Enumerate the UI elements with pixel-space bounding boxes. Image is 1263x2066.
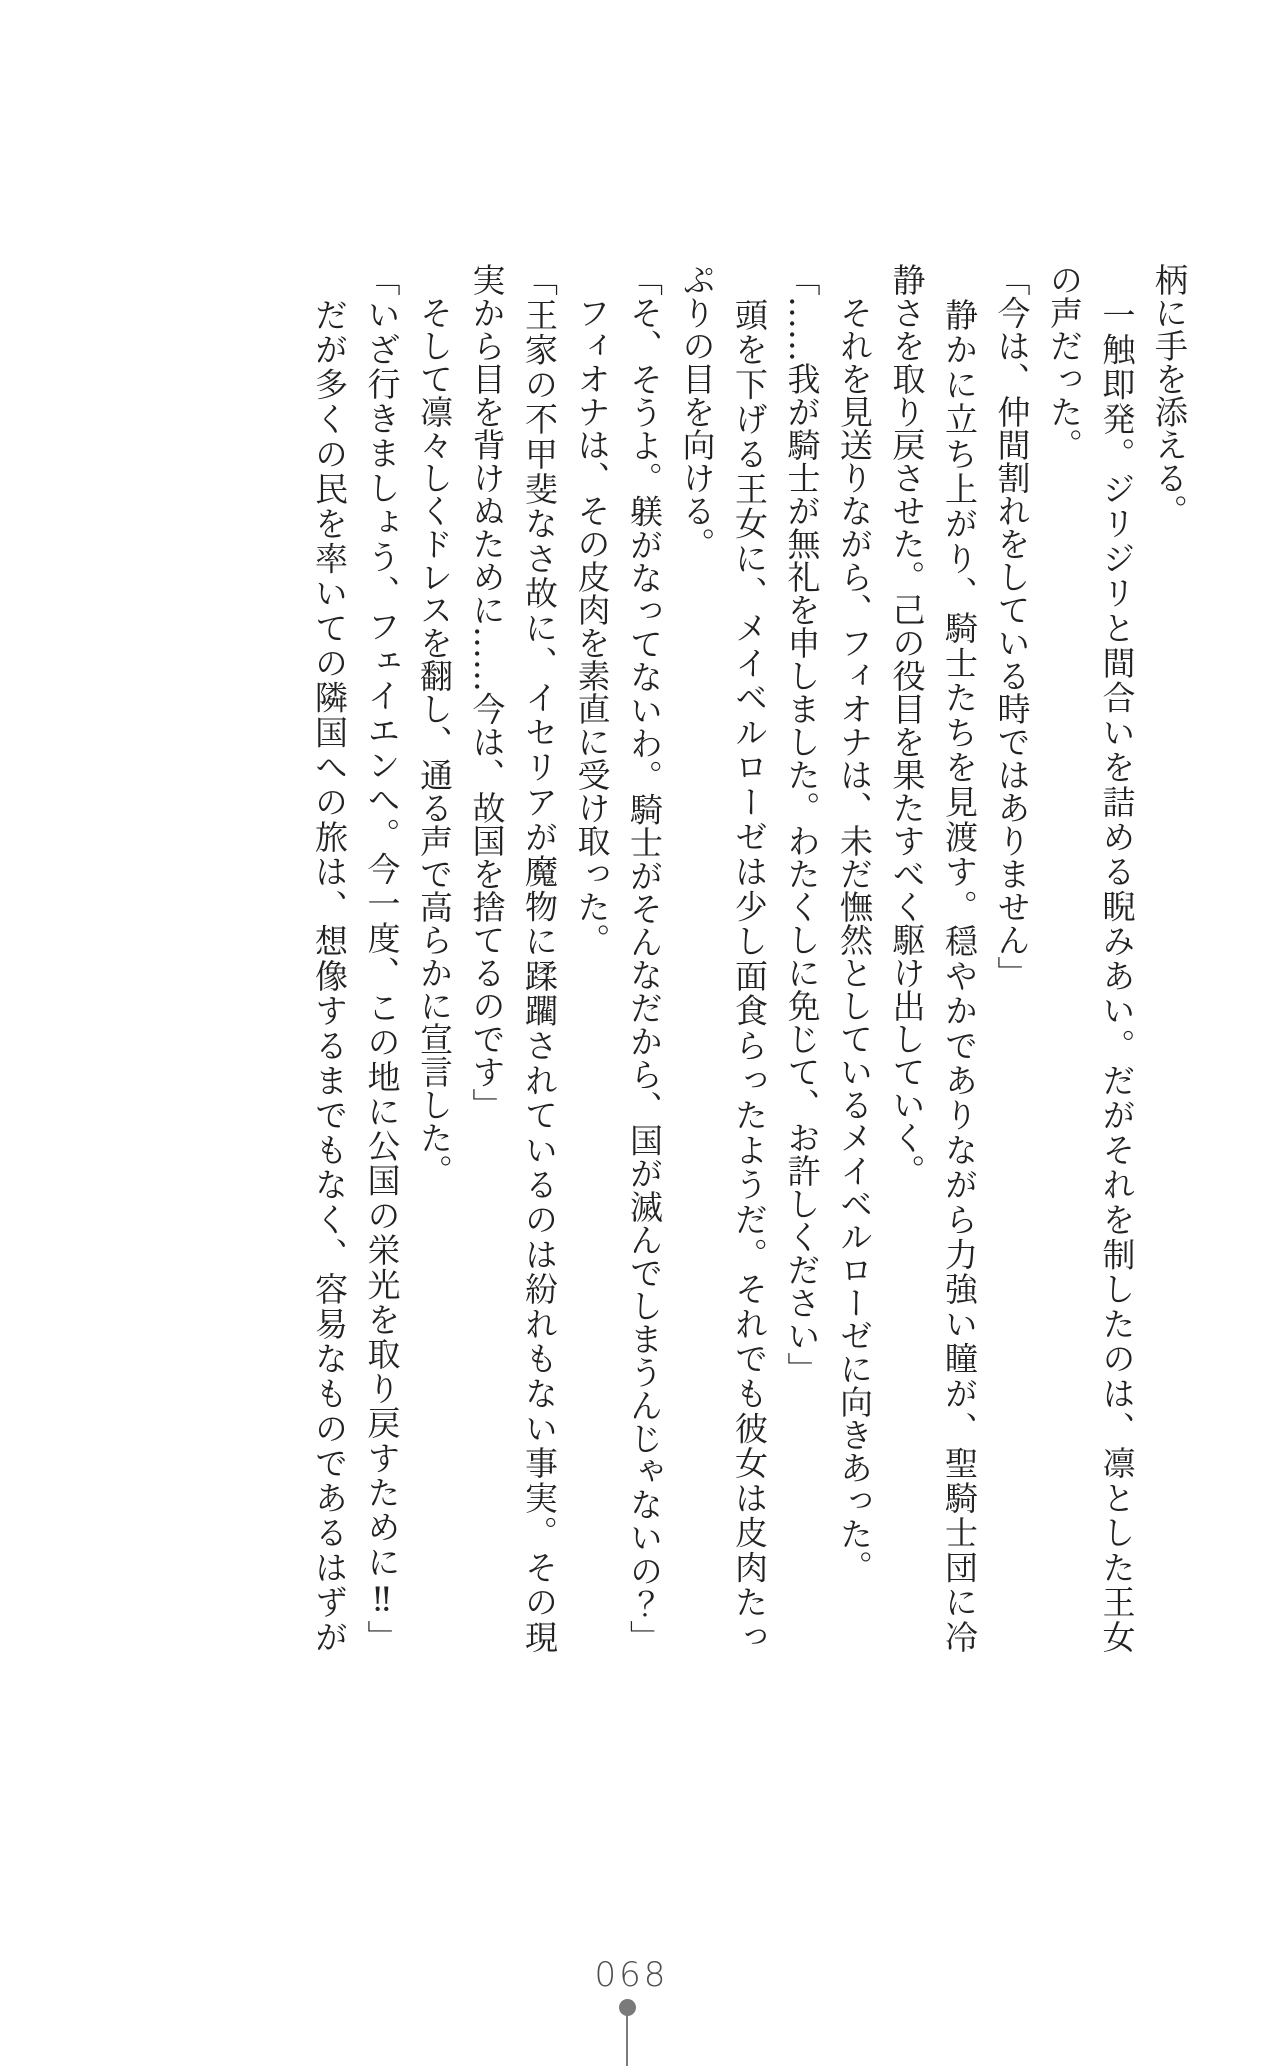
text-line-12: フィオナは、その皮肉を素直に受け取った。 xyxy=(572,263,612,956)
text-line-16: 「いざ行きましょう、フェイエンへ。今一度、この地に公国の栄光を取り戻すために‼」 xyxy=(362,263,402,1653)
footer-vertical-line xyxy=(626,2013,628,2066)
text-line-8: 「……我が騎士が無礼を申しました。わたくしに免じて、お許しください」 xyxy=(782,263,822,1385)
text-line-1: 柄に手を添える。 xyxy=(1150,263,1189,527)
text-line-2: 一触即発。ジリジリと間合いを詰める睨みあい。だがそれを制したのは、凛とした王女 xyxy=(1097,263,1137,1653)
page-number: 068 xyxy=(594,1955,669,1995)
text-line-9: 頭を下げる王女に、メイベルローゼは少し面食らったようだ。それでも彼女は皮肉たっ xyxy=(730,263,769,1653)
text-line-14: 実から目を背けぬために……今は、故国を捨てるのです」 xyxy=(467,263,507,1121)
text-line-15: そして凛々しくドレスを翻し、通る声で高らかに宣言した。 xyxy=(415,263,454,1187)
text-line-13: 「王家の不甲斐なさ故に、イセリアが魔物に蹂躙されているのは紛れもない事実。その現 xyxy=(520,263,559,1653)
text-line-5: 静かに立ち上がり、騎士たちを見渡す。穏やかでありながら力強い瞳が、聖騎士団に冷 xyxy=(940,263,979,1653)
text-line-7: それを見送りながら、フィオナは、未だ憮然としているメイベルローゼに向きあった。 xyxy=(835,263,874,1583)
text-line-10: ぷりの目を向ける。 xyxy=(677,263,717,560)
text-line-11: 「そ、そうよ。躾がなってないわ。騎士がそんなだから、国が滅んでしまうんじゃないの？」 xyxy=(625,263,664,1653)
text-line-17: だが多くの民を率いての隣国への旅は、想像するまでもなく、容易なものであるはずが xyxy=(310,263,349,1653)
text-line-6: 静さを取り戻させた。己の役目を果たすべく駆け出していく。 xyxy=(887,263,927,1187)
text-line-4: 「今は、仲間割れをしている時ではありません」 xyxy=(992,263,1032,989)
novel-text-block xyxy=(303,263,1196,1653)
text-line-3: の声だった。 xyxy=(1045,263,1084,461)
